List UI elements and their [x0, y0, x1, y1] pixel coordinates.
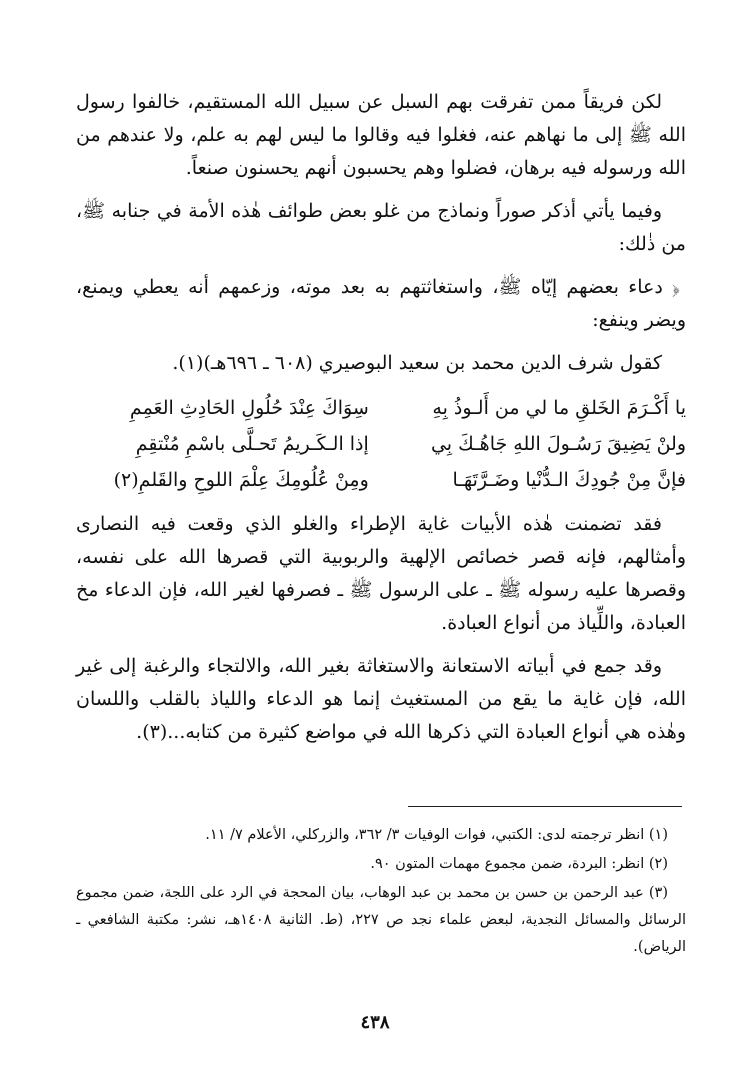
footnote-1: (١) انظر ترجمته لدى: الكتبي، فوات الوفيات ٣/ ٣٦٢، والزركلي، الأعلام ٧/ ١١. [205, 827, 668, 843]
footnote-3: (٣) عبد الرحمن بن حسن بن محمد بن عبد الوهاب، بيان المحجة في الرد على اللجة، ضمن مجموع الرسائل والمسائل النجدية، لبعض علماء نجد ص ٢٢٧، (ط. الثانية ١٤٠٨هـ، نشر: مكتبة الشافعي ـ الرياض). [76, 885, 686, 955]
verse-hemistich-second: سِوَاكَ عِنْدَ حُلُولِ الحَادِثِ العَمِمِ [129, 397, 369, 419]
page-number: ٤٣٨ [360, 1012, 390, 1033]
verse-hemistich-second: إذا الـكَـريمُ تَحـلَّى باسْمِ مُنْتقِمِ [135, 433, 369, 455]
verse-hemistich-first: يا أَكْـرَمَ الخَلقِ ما لي من أَلـوذُ بِهِ [432, 397, 686, 419]
poem-verses [76, 390, 686, 498]
footnotes [76, 822, 686, 963]
verse-line [76, 390, 686, 426]
paragraph-4: كقول شرف الدين محمد بن سعيد البوصيري (٦٠٨ ـ ٦٩٦هـ)(١). [172, 352, 662, 374]
verse-hemistich-first: ولنْ يَضِيقَ رَسُـولَ اللهِ جَاهُـكَ بِي [430, 433, 686, 455]
paragraph-1: لكن فريقاً ممن تفرقت بهم السبل عن سبيل الله المستقيم، خالفوا رسول الله ﷺ إلى ما نهاهم عنه، فغلوا فيه وقالوا ما ليس لهم به علم، ولا عندهم من الله ورسوله فيه برهان، فضلوا وهم يحسبون أنهم يحسنون صنعاً. [76, 91, 686, 179]
paragraph-5: فقد تضمنت هٰذه الأبيات غاية الإطراء والغلو الذي وقعت فيه النصارى وأمثالهم، فإنه قصر خصائص الإلهية والربوبية التي قصرها الله على نفسه، وقصرها عليه رسوله ﷺ ـ على الرسول ﷺ ـ فصرفها لغير الله، فإن الدعاء مخ العبادة، واللِّياذ من أنواع العبادة. [76, 513, 686, 634]
verse-hemistich-second: ومِنْ عُلُومِكَ عِلْمَ اللوحِ والقَلمِ(٢) [113, 469, 369, 491]
footnote-2: (٢) انظر: البردة، ضمن مجموع مهمات المتون ٩٠. [370, 856, 668, 872]
paragraph-3: ﴿ دعاء بعضهم إيّاه ﷺ، واستغاثتهم به بعد موته، وزعمهم أنه يعطي ويمنع، ويضر وينفع: [76, 276, 686, 331]
paragraph-6: وقد جمع في أبياته الاستعانة والاستغاثة بغير الله، والالتجاء والرغبة إلى غير الله، فإن غاية ما يقع من المستغيث إنما هو الدعاء واللياذ بالقلب واللسان وهٰذه هي أنواع العبادة التي ذكرها الله في مواضع كثيرة من كتابه...(٣). [76, 655, 686, 743]
footnote-separator [408, 806, 682, 807]
verse-line [76, 426, 686, 462]
paragraph-2: وفيما يأتي أذكر صوراً ونماذج من غلو بعض طوائف هٰذه الأمة في جنابه ﷺ، من ذٰلك: [76, 200, 686, 255]
verse-hemistich-first: فإنَّ مِنْ جُودِكَ الـدُّنْيا وضَـرَّتَهَـا [452, 469, 686, 491]
verse-line [76, 462, 686, 498]
main-text-block [76, 86, 686, 759]
